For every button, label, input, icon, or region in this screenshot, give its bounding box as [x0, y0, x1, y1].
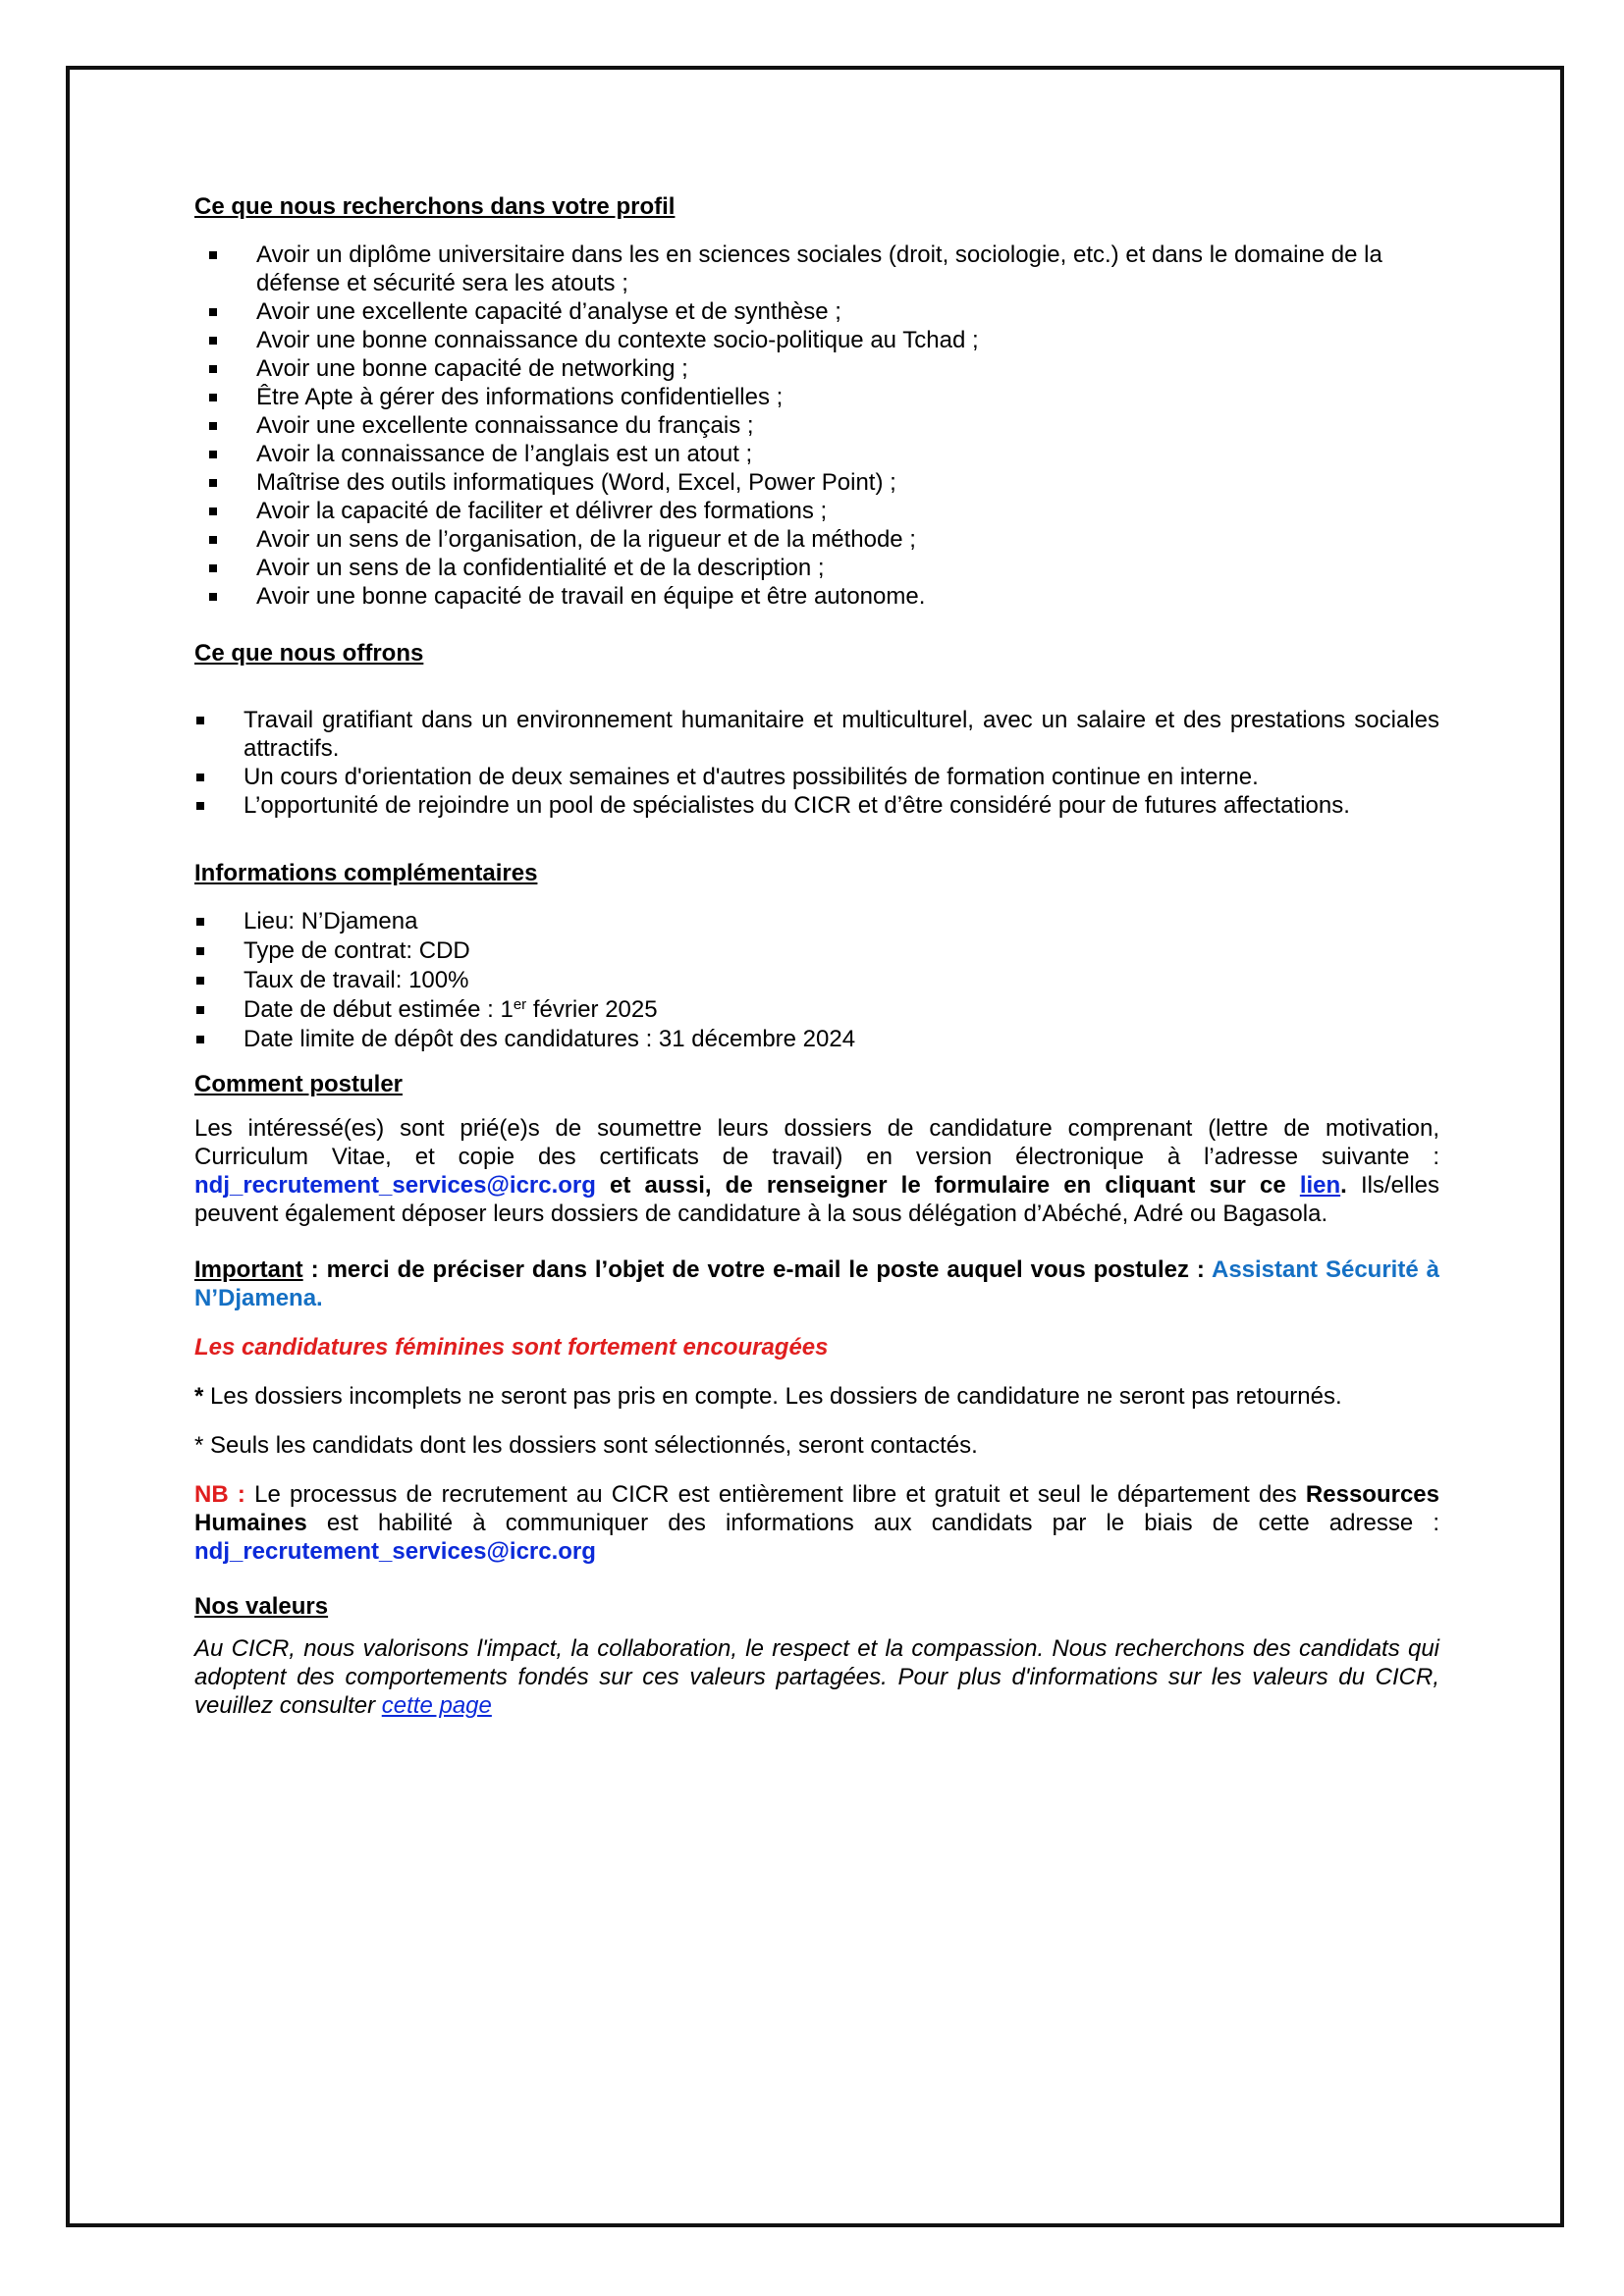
- values-paragraph: Au CICR, nous valorisons l'impact, la collaboration, le respect et la compassion. Nous recherchons des candidats qui adoptent des comportements fondés sur ces valeurs partagées. Pour plus d'informations sur les valeurs du CICR, veuillez consulter cette page: [194, 1635, 1439, 1719]
- list-item: Lieu: N’Djamena: [194, 907, 1439, 936]
- bullet-icon: [209, 422, 217, 430]
- note-contacted: * Seuls les candidats dont les dossiers sont sélectionnés, seront contactés.: [194, 1432, 978, 1459]
- list-item: Avoir un sens de l’organisation, de la rigueur et de la méthode ;: [194, 525, 1439, 554]
- list-item: Avoir la capacité de faciliter et délivrer des formations ;: [194, 497, 1439, 525]
- list-item: Avoir une bonne capacité de travail en équipe et être autonome.: [194, 582, 1439, 611]
- bullet-icon: [196, 918, 204, 926]
- position-title: Assistant Sécurité à N’Djamena.: [194, 1256, 1439, 1311]
- list-item: Avoir une excellente connaissance du français ;: [194, 411, 1439, 440]
- bullet-icon: [209, 507, 217, 515]
- list-item: Être Apte à gérer des informations confidentielles ;: [194, 383, 1439, 411]
- important-label: Important: [194, 1256, 303, 1283]
- list-item: Travail gratifiant dans un environnement humanitaire et multiculturel, avec un salaire et des prestations sociales attractifs.: [194, 706, 1439, 763]
- info-heading: Informations complémentaires: [194, 860, 538, 886]
- list-item: Maîtrise des outils informatiques (Word, Excel, Power Point) ;: [194, 468, 1439, 497]
- bullet-icon: [196, 1006, 204, 1014]
- list-item: Taux de travail: 100%: [194, 966, 1439, 995]
- bullet-icon: [209, 365, 217, 373]
- profile-heading: Ce que nous recherchons dans votre profil: [194, 193, 676, 220]
- list-item: Avoir la connaissance de l’anglais est un atout ;: [194, 440, 1439, 468]
- form-link[interactable]: lien: [1299, 1172, 1341, 1199]
- bullet-icon: [209, 451, 217, 458]
- bullet-icon: [196, 947, 204, 955]
- list-item: Date limite de dépôt des candidatures : 31 décembre 2024: [194, 1025, 1439, 1054]
- list-item: Un cours d'orientation de deux semaines et d'autres possibilités de formation continue en interne.: [194, 763, 1439, 791]
- list-item: Avoir un sens de la confidentialité et de la description ;: [194, 554, 1439, 582]
- bullet-icon: [209, 479, 217, 487]
- values-heading: Nos valeurs: [194, 1593, 329, 1620]
- bullet-icon: [209, 394, 217, 401]
- offer-heading: Ce que nous offrons: [194, 640, 424, 667]
- apply-heading: Comment postuler: [194, 1071, 404, 1097]
- list-item: Avoir une bonne capacité de networking ;: [194, 354, 1439, 383]
- apply-paragraph: Les intéressé(es) sont prié(e)s de soumettre leurs dossiers de candidature comprenant (lettre de motivation, Curriculum Vitae, et copie des certificats de travail) en version électronique à l’adresse suivante : ndj_recrutement_services@icrc.org et aussi, de renseigner le formulaire en cliquant sur ce lien. Ils/elles peuvent également déposer leurs dossiers de candidature à la sous délégation d’Abéché, Adré ou Bagasola.: [194, 1115, 1439, 1227]
- list-item: Avoir une excellente capacité d’analyse et de synthèse ;: [194, 297, 1439, 326]
- list-item: Avoir une bonne connaissance du contexte socio-politique au Tchad ;: [194, 326, 1439, 354]
- values-link[interactable]: cette page: [381, 1692, 492, 1719]
- bullet-icon: [196, 802, 204, 810]
- list-item: L’opportunité de rejoindre un pool de spécialistes du CICR et d’être considéré pour de futures affectations.: [194, 791, 1439, 820]
- bullet-icon: [209, 564, 217, 572]
- bullet-icon: [196, 774, 204, 781]
- list-item: Avoir un diplôme universitaire dans les en sciences sociales (droit, sociologie, etc.) et dans le domaine de la défense et sécurité sera les atouts ;: [194, 240, 1439, 297]
- profile-list: [194, 240, 1439, 611]
- document-body: [194, 192, 1439, 1720]
- list-item: Type de contrat: CDD: [194, 936, 1439, 966]
- list-item: Date de début estimée : 1er février 2025: [194, 995, 1439, 1025]
- nb-label: NB :: [194, 1481, 245, 1508]
- nb-email[interactable]: ndj_recrutement_services@icrc.org: [194, 1538, 596, 1565]
- bullet-icon: [209, 593, 217, 601]
- bullet-icon: [196, 977, 204, 985]
- bullet-icon: [209, 337, 217, 345]
- note-incomplete: * Les dossiers incomplets ne seront pas pris en compte. Les dossiers de candidature ne seront pas retournés.: [194, 1383, 1342, 1410]
- important-paragraph: Important : merci de préciser dans l’objet de votre e-mail le poste auquel vous postulez : Assistant Sécurité à N’Djamena.: [194, 1256, 1439, 1311]
- bullet-icon: [196, 1036, 204, 1043]
- women-note: Les candidatures féminines sont fortement encouragées: [194, 1334, 829, 1361]
- bullet-icon: [209, 308, 217, 316]
- info-list: [194, 907, 1439, 1054]
- nb-paragraph: NB : Le processus de recrutement au CICR est entièrement libre et gratuit et seul le département des Ressources Humaines est habilité à communiquer des informations aux candidats par le biais de cette adresse : ndj_recrutement_services@icrc.org: [194, 1481, 1439, 1565]
- bullet-icon: [209, 536, 217, 544]
- bullet-icon: [196, 717, 204, 724]
- offer-list: [194, 706, 1439, 820]
- apply-email[interactable]: ndj_recrutement_services@icrc.org: [194, 1172, 596, 1199]
- bullet-icon: [209, 251, 217, 259]
